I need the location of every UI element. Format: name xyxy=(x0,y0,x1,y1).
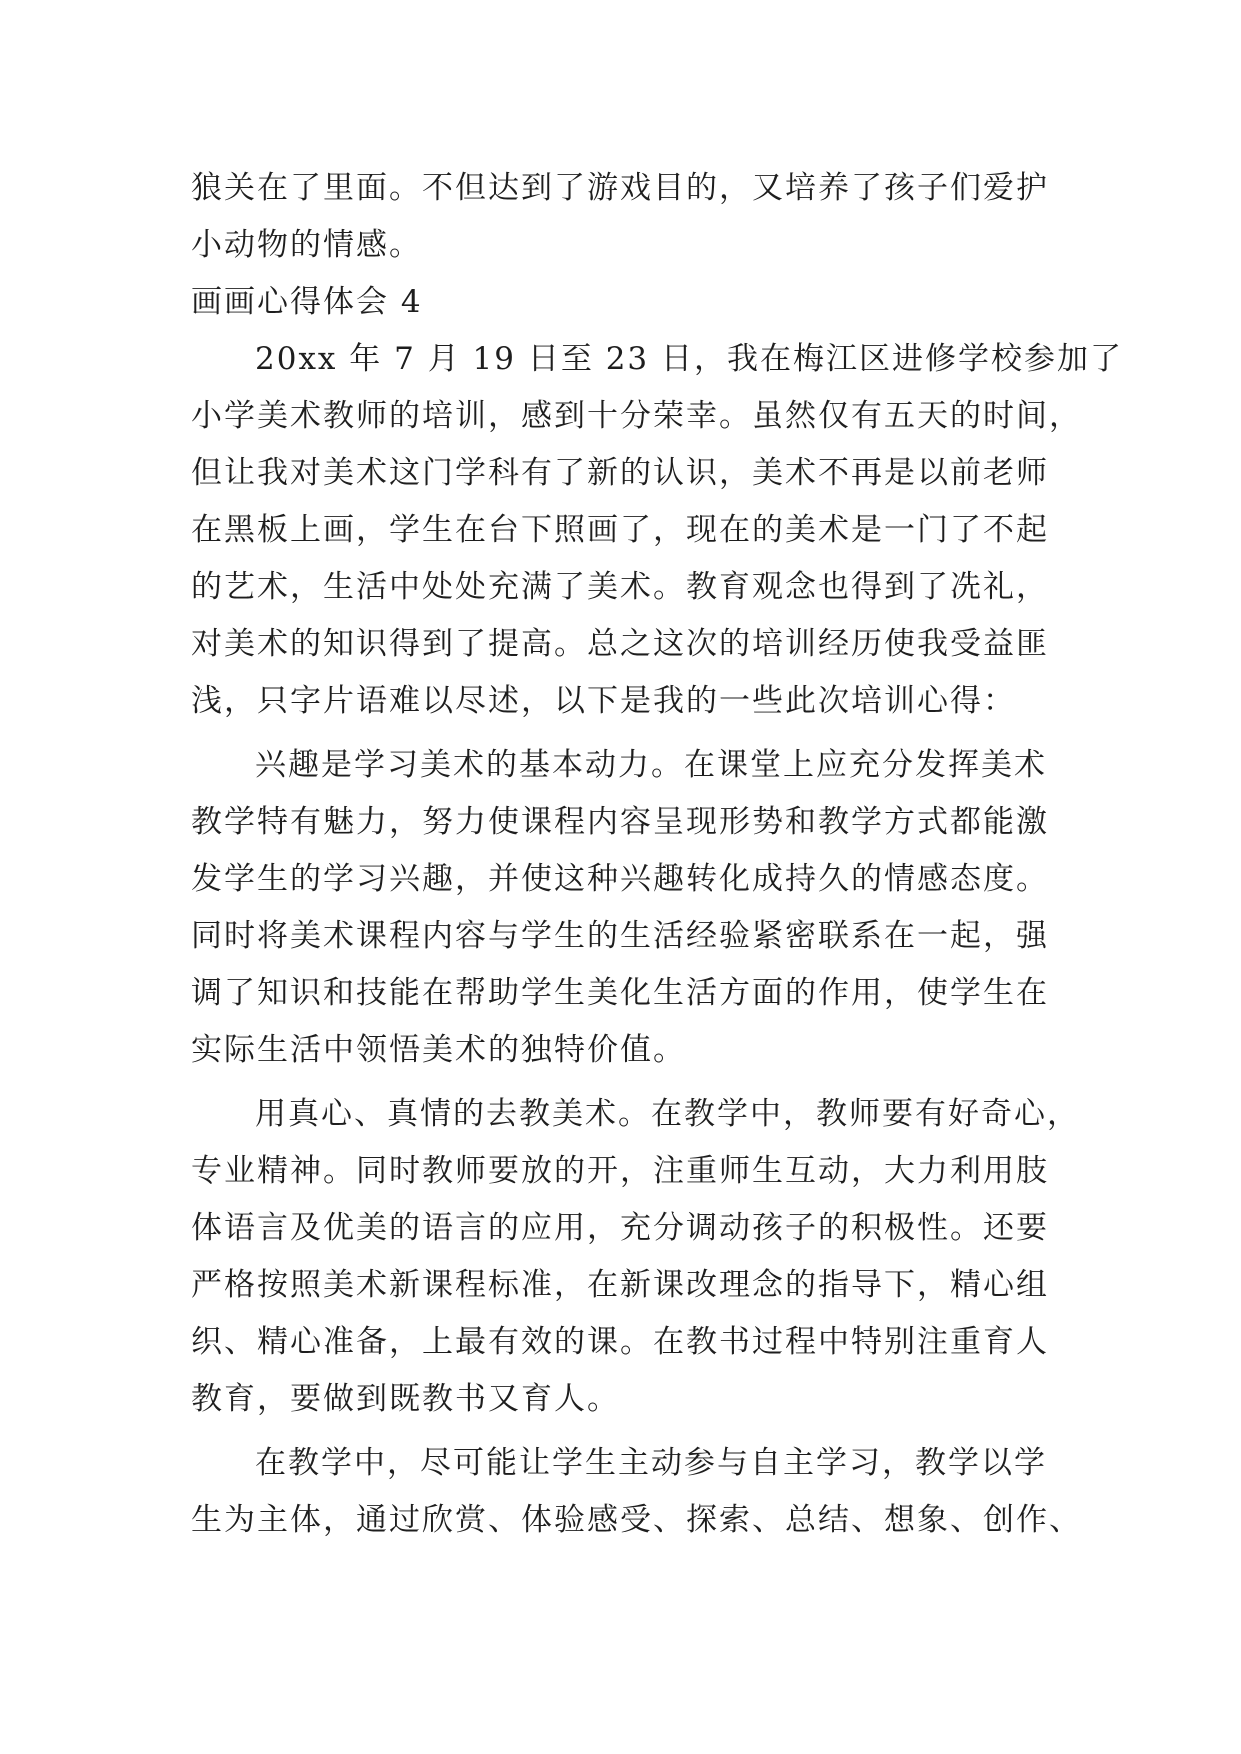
section-heading: 画画心得体会 4 xyxy=(191,284,423,320)
text-line: 的艺术，生活中处处充满了美术。教育观念也得到了冼礼， xyxy=(191,569,1049,605)
document-body xyxy=(191,160,1124,1549)
text-line: 专业精神。同时教师要放的开，注重师生互动，大力利用肢 xyxy=(191,1153,1049,1189)
paragraph-first-line: 在教学中，尽可能让学生主动参与自主学习，教学以学 xyxy=(255,1445,1047,1481)
text-line: 小动物的情感。 xyxy=(191,227,422,263)
paragraph-first-line: 兴趣是学习美术的基本动力。在课堂上应充分发挥美术 xyxy=(255,747,1047,783)
text-line: 对美术的知识得到了提高。总之这次的培训经历使我受益匪 xyxy=(191,626,1049,662)
text-line: 严格按照美术新课程标准，在新课改理念的指导下，精心组 xyxy=(191,1267,1049,1303)
text-line: 教学特有魅力，努力使课程内容呈现形势和教学方式都能激 xyxy=(191,804,1049,840)
text-line: 调了知识和技能在帮助学生美化生活方面的作用，使学生在 xyxy=(191,975,1049,1011)
text-line: 小学美术教师的培训，感到十分荣幸。虽然仅有五天的时间， xyxy=(191,398,1082,434)
text-line: 实际生活中领悟美术的独特价值。 xyxy=(191,1032,686,1068)
text-line: 生为主体，通过欣赏、体验感受、探索、总结、想象、创作、 xyxy=(191,1502,1082,1538)
text-line: 织、精心准备，上最有效的课。在教书过程中特别注重育人 xyxy=(191,1324,1049,1360)
text-line: 教育，要做到既教书又育人。 xyxy=(191,1381,620,1417)
text-line: 在黑板上画，学生在台下照画了，现在的美术是一门了不起 xyxy=(191,512,1049,548)
text-line: 浅，只字片语难以尽述，以下是我的一些此次培训心得： xyxy=(191,683,1016,719)
paragraph-first-line: 用真心、真情的去教美术。在教学中，教师要有好奇心， xyxy=(255,1096,1080,1132)
text-line: 但让我对美术这门学科有了新的认识，美术不再是以前老师 xyxy=(191,455,1049,491)
text-line: 体语言及优美的语言的应用，充分调动孩子的积极性。还要 xyxy=(191,1210,1049,1246)
paragraph-first-line: 20xx 年 7 月 19 日至 23 日，我在梅江区进修学校参加了 xyxy=(255,341,1124,377)
text-line: 发学生的学习兴趣，并使这种兴趣转化成持久的情感态度。 xyxy=(191,861,1049,897)
text-line: 同时将美术课程内容与学生的生活经验紧密联系在一起，强 xyxy=(191,918,1049,954)
text-line: 狼关在了里面。不但达到了游戏目的，又培养了孩子们爱护 xyxy=(191,170,1049,206)
